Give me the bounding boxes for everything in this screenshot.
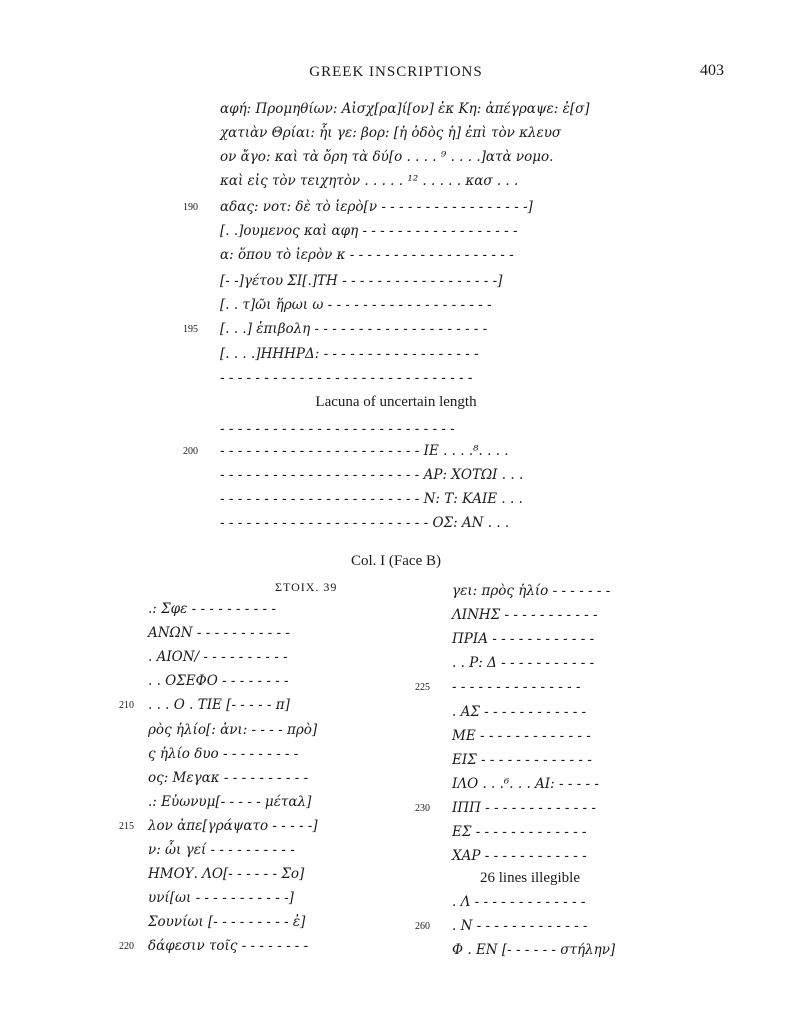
inscription-line: - - - - - - - - - - - - - - - - - - - - - - - - ΟΣ: ΑΝ . . . — [220, 515, 510, 531]
inscription-line: ον ἄγο: καὶ τὰ ὄρη τὰ δύ[ο . . . . ⁹ . . . .]ατὰ νομο. — [220, 149, 554, 165]
inscription-line: - - - - - - - - - - - - - - - - - - - - - - - ΙΕ . . . .⁸. . . . — [220, 443, 509, 459]
inscription-line: - - - - - - - - - - - - - - - - - - - - - - - ΑΡ: ΧΟΤΩΙ . . . — [220, 467, 524, 483]
inscription-line: ρὸς ἡλίο[: ἀνι: - - - - πρὸ] — [148, 722, 318, 738]
inscription-line: . . ΟΣΕΦΟ - - - - - - - - — [148, 673, 289, 689]
inscription-line: χατιὰν Θρίαι: ἧι γε: βορ: [ἡ ὁδὸς ἡ] ἐπὶ τὸν κλευσ — [220, 125, 562, 141]
line-number: 220 — [119, 941, 134, 952]
inscription-line: - - - - - - - - - - - - - - - — [452, 679, 581, 695]
inscription-line: ΗΜΟΥ. ΛΟ[- - - - - - Σο] — [148, 866, 305, 882]
inscription-line: [. . τ]ῶι ἥρωι ω - - - - - - - - - - - - - - - - - - - — [220, 297, 492, 313]
inscription-line: ΜΕ - - - - - - - - - - - - - — [452, 728, 591, 744]
inscription-line: γει: πρὸς ἡλίο - - - - - - - — [452, 583, 611, 599]
inscription-line: . ΑΣ - - - - - - - - - - - - — [452, 704, 587, 720]
inscription-line: ΧΑΡ - - - - - - - - - - - - — [452, 848, 587, 864]
inscription-line: ΛΙΝΗΣ - - - - - - - - - - - — [452, 607, 598, 623]
inscription-line: . . Ρ: Δ - - - - - - - - - - - — [452, 655, 595, 671]
inscription-line: λον ἀπε[γράψατο - - - - -] — [148, 818, 318, 834]
inscription-line: ΕΣ - - - - - - - - - - - - - — [452, 824, 587, 840]
inscription-line: ΑΝΩΝ - - - - - - - - - - - — [148, 625, 290, 641]
inscription-line: . Ν - - - - - - - - - - - - - — [452, 918, 588, 934]
inscription-line: αφή: Προμηθίων: Αἰσχ[ρα]ί[ον] ἐκ Κη: ἀπέγραψε: ἐ[σ] — [220, 101, 590, 117]
inscription-line: . Λ - - - - - - - - - - - - - — [452, 894, 586, 910]
inscription-line: - - - - - - - - - - - - - - - - - - - - - - - - - - - - - — [220, 370, 473, 386]
column-title: Col. I (Face B) — [351, 553, 441, 569]
inscription-line: [. . .] ἐπιβολη - - - - - - - - - - - - - - - - - - - - — [220, 321, 488, 337]
inscription-line: αδας: νοτ: δὲ τὸ ἱερὸ[ν - - - - - - - - - - - - - - - - -] — [220, 199, 533, 215]
inscription-line: α: ὅπου τὸ ἱερὸν κ - - - - - - - - - - - - - - - - - - - — [220, 247, 514, 263]
inscription-line: . ΑΙΟΝ/ - - - - - - - - - - — [148, 649, 288, 665]
lacuna-note: Lacuna of uncertain length — [315, 394, 477, 410]
inscription-line: - - - - - - - - - - - - - - - - - - - - - - - - - - - — [220, 421, 455, 437]
line-number: 195 — [183, 324, 198, 335]
inscription-line: [- -]γέτου ΣΙ[.]ΤΗ - - - - - - - - - - - - - - - - - -] — [220, 273, 503, 289]
inscription-line: ς ἡλίο δυο - - - - - - - - - — [148, 746, 299, 762]
line-number: 190 — [183, 202, 198, 213]
inscription-line: δάφεσιν τοῖς - - - - - - - - — [148, 938, 309, 954]
inscription-line: ος: Μεγακ - - - - - - - - - - — [148, 770, 309, 786]
inscription-line: [. . . .]ΗΗΗΡΔ: - - - - - - - - - - - - - - - - - - — [220, 346, 479, 362]
inscription-line: υνί[ωι - - - - - - - - - - -] — [148, 890, 294, 906]
line-number: 225 — [415, 682, 430, 693]
inscription-line: [. .]ουμενος καὶ αφη - - - - - - - - - - - - - - - - - - — [220, 223, 518, 239]
inscription-line: ΕΙΣ - - - - - - - - - - - - - — [452, 752, 592, 768]
inscription-line: ΠΡΙΑ - - - - - - - - - - - - — [452, 631, 595, 647]
inscription-line: Φ . ΕΝ [- - - - - - στήλην] — [452, 942, 616, 958]
inscription-line: .: Εὐωνυμ[- - - - - μέταλ] — [148, 794, 312, 810]
line-number: 200 — [183, 446, 198, 457]
line-number: 260 — [415, 921, 430, 932]
line-number: 230 — [415, 803, 430, 814]
inscription-line: ΙΛΟ . . .⁶. . . ΑΙ: - - - - - — [452, 776, 599, 792]
line-number: 210 — [119, 700, 134, 711]
stoichedon-note: ΣΤΟΙΧ. 39 — [275, 580, 338, 594]
running-title: GREEK INSCRIPTIONS — [309, 64, 483, 80]
inscription-line: ν: ὧι γεί - - - - - - - - - - — [148, 842, 295, 858]
inscription-line: Σουνίωι [- - - - - - - - - ἐ] — [148, 914, 306, 930]
inscription-line: . . . Ο . ΤΙΕ [- - - - - π] — [148, 697, 290, 713]
page-number: 403 — [700, 62, 724, 79]
inscription-line: καὶ εἰς τὸν τειχητὸν . . . . . ¹² . . . . . κασ . . . — [220, 173, 519, 189]
inscription-line: .: Σφε - - - - - - - - - - — [148, 601, 276, 617]
line-number: 215 — [119, 821, 134, 832]
inscription-line: ΙΠΠ - - - - - - - - - - - - - — [452, 800, 596, 816]
inscription-line: - - - - - - - - - - - - - - - - - - - - - - - Ν: Τ: ΚΑΙΕ . . . — [220, 491, 523, 507]
illegible-note: 26 lines illegible — [480, 870, 580, 886]
